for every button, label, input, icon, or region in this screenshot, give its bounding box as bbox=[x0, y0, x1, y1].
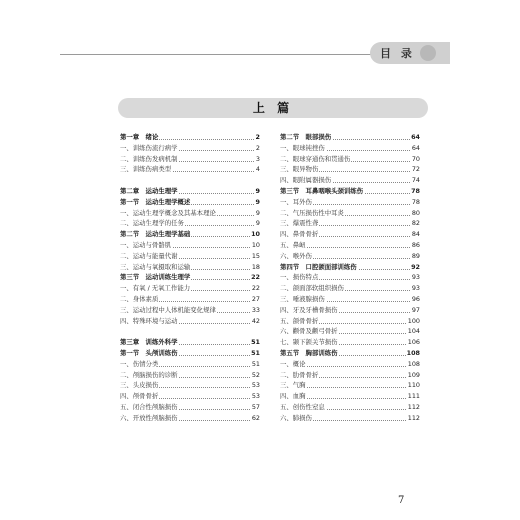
part-banner: 上 篇 bbox=[118, 98, 428, 118]
toc-entry-page: 64 bbox=[411, 133, 420, 141]
toc-section-row[interactable] bbox=[120, 197, 260, 208]
toc-entry-title: 三、运动过程中人体机能变化规律 bbox=[120, 305, 216, 314]
toc-item-row[interactable] bbox=[280, 175, 420, 186]
toc-item-row[interactable] bbox=[120, 208, 260, 219]
toc-entry-page: 80 bbox=[411, 208, 420, 217]
toc-item-row[interactable] bbox=[120, 154, 260, 165]
toc-entry-title: 四、眼附属器损伤 bbox=[280, 176, 332, 185]
toc-entry-page: 70 bbox=[411, 154, 420, 163]
toc-entry-page: 3 bbox=[255, 154, 260, 163]
toc-entry-page: 78 bbox=[411, 186, 420, 195]
toc-entry-page: 112 bbox=[407, 402, 420, 411]
toc-item-row[interactable] bbox=[120, 262, 260, 273]
toc-chapter-row[interactable] bbox=[120, 186, 260, 197]
toc-entry-page: 22 bbox=[251, 284, 260, 293]
toc-item-row[interactable] bbox=[280, 380, 420, 391]
toc-item-row[interactable] bbox=[120, 240, 260, 251]
toc-entry-title: 四、血胸 bbox=[280, 392, 306, 401]
toc-left-column bbox=[120, 132, 260, 424]
toc-entry-page: 51 bbox=[251, 348, 260, 357]
toc-entry-page: 42 bbox=[251, 316, 260, 325]
toc-entry-title: 二、颌面部软组织损伤 bbox=[280, 284, 344, 293]
toc-item-row[interactable] bbox=[280, 413, 420, 424]
toc-entry-title: 第三节 运动训练生理学 bbox=[120, 273, 191, 282]
toc-item-row[interactable] bbox=[280, 240, 420, 251]
toc-section-row[interactable] bbox=[280, 262, 420, 273]
toc-entry-page: 10 bbox=[251, 240, 260, 249]
toc-item-row[interactable] bbox=[280, 402, 420, 413]
toc-entry-title: 五、颌骨骨折 bbox=[280, 316, 319, 325]
toc-entry-page: 108 bbox=[406, 348, 420, 357]
toc-entry-title: 四、牙及牙槽骨损伤 bbox=[280, 305, 338, 314]
toc-item-row[interactable] bbox=[280, 326, 420, 337]
toc-entry-title: 一、有氧 / 无氧工作能力 bbox=[120, 284, 191, 293]
toc-entry-page: 57 bbox=[251, 402, 260, 411]
toc-entry-page: 4 bbox=[255, 165, 260, 174]
toc-entry-title: 第三节 耳鼻咽喉头颈训练伤 bbox=[280, 186, 364, 195]
toc-entry-page: 110 bbox=[407, 381, 420, 390]
toc-entry-title: 一、训练伤流行病学 bbox=[120, 143, 178, 152]
toc-item-row[interactable] bbox=[280, 283, 420, 294]
toc-entry-page: 109 bbox=[407, 370, 420, 379]
toc-entry-title: 一、损伤特点 bbox=[280, 273, 319, 282]
toc-entry-page: 64 bbox=[411, 143, 420, 152]
toc-entry-page: 72 bbox=[411, 165, 420, 174]
toc-entry-title: 一、运动生理学概念及其基本理论 bbox=[120, 208, 216, 217]
toc-entry-page: 96 bbox=[411, 294, 420, 303]
toc-entry-title: 一、运动与骨骼肌 bbox=[120, 240, 172, 249]
toc-item-row[interactable] bbox=[120, 143, 260, 154]
toc-entry-page: 93 bbox=[411, 284, 420, 293]
toc-spacer bbox=[120, 175, 260, 186]
toc-item-row[interactable] bbox=[280, 208, 420, 219]
toc-item-row[interactable] bbox=[280, 197, 420, 208]
toc-item-row[interactable] bbox=[120, 283, 260, 294]
toc-entry-page: 53 bbox=[251, 392, 260, 401]
toc-item-row[interactable] bbox=[280, 294, 420, 305]
toc-entry-title: 四、鼻骨骨折 bbox=[280, 230, 319, 239]
page-header bbox=[0, 42, 520, 64]
toc-item-row[interactable] bbox=[280, 305, 420, 316]
toc-section-row[interactable] bbox=[280, 132, 420, 143]
toc-entry-page: 27 bbox=[251, 294, 260, 303]
toc-entry-title: 第二节 运动生理学基础 bbox=[120, 230, 191, 239]
toc-entry-title: 二、运动生理学的任务 bbox=[120, 219, 184, 228]
toc-entry-title: 三、头皮损伤 bbox=[120, 381, 159, 390]
toc-entry-page: 2 bbox=[255, 133, 260, 141]
toc-entry-title: 第一节 头颅训练伤 bbox=[120, 348, 178, 357]
toc-item-row[interactable] bbox=[280, 251, 420, 262]
toc-entry-title: 一、眼球钝挫伤 bbox=[280, 143, 325, 152]
toc-item-row[interactable] bbox=[120, 359, 260, 370]
toc-entry-title: 二、眼球穿通伤和贯通伤 bbox=[280, 154, 351, 163]
toc-item-row[interactable] bbox=[280, 337, 420, 348]
toc-item-row[interactable] bbox=[280, 272, 420, 283]
toc-entry-title: 二、训练伤发病机制 bbox=[120, 154, 178, 163]
toc-item-row[interactable] bbox=[120, 305, 260, 316]
toc-entry-page: 9 bbox=[255, 219, 260, 228]
toc-entry-page: 18 bbox=[251, 262, 260, 271]
toc-item-row[interactable] bbox=[120, 391, 260, 402]
toc-item-row[interactable] bbox=[280, 229, 420, 240]
toc-entry-page: 97 bbox=[411, 305, 420, 314]
toc-entry-title: 一、伤情分类 bbox=[120, 359, 159, 368]
toc-item-row[interactable] bbox=[120, 316, 260, 327]
header-title: 目 录 bbox=[380, 47, 415, 60]
toc-entry-page: 111 bbox=[407, 392, 420, 401]
toc-item-row[interactable] bbox=[120, 413, 260, 424]
toc-entry-page: 93 bbox=[411, 273, 420, 282]
toc-entry-title: 二、运动与能量代谢 bbox=[120, 251, 178, 260]
toc-entry-page: 9 bbox=[255, 208, 260, 217]
toc-entry-title: 三、眼异物伤 bbox=[280, 165, 319, 174]
toc-entry-title: 第二章 运动生理学 bbox=[120, 186, 178, 195]
toc-entry-title: 第五节 胸部训练伤 bbox=[280, 348, 338, 357]
toc-item-row[interactable] bbox=[280, 370, 420, 381]
toc-entry-title: 第一节 运动生理学概述 bbox=[120, 197, 191, 206]
toc-entry-title: 第四节 口腔颌面部训练伤 bbox=[280, 262, 357, 271]
toc-entry-title: 五、创伤性窒息 bbox=[280, 402, 325, 411]
toc-entry-page: 10 bbox=[251, 230, 260, 239]
toc-entry-page: 84 bbox=[411, 230, 420, 239]
toc-entry-page: 51 bbox=[251, 338, 260, 347]
toc-entry-title: 四、颅骨骨折 bbox=[120, 392, 159, 401]
toc-entry-title: 二、身体素质 bbox=[120, 294, 159, 303]
toc-item-row[interactable] bbox=[120, 294, 260, 305]
toc-chapter-row[interactable] bbox=[120, 132, 260, 143]
toc-item-row[interactable] bbox=[280, 391, 420, 402]
toc-entry-page: 92 bbox=[411, 262, 420, 271]
toc-entry-title: 第二节 眼部损伤 bbox=[280, 133, 332, 141]
toc-entry-title: 二、颅脑损伤的诊断 bbox=[120, 370, 178, 379]
toc-entry-page: 51 bbox=[251, 359, 260, 368]
header-dot bbox=[420, 45, 436, 61]
toc-entry-title: 四、特殊环境与运动 bbox=[120, 316, 178, 325]
toc-entry-title: 二、肋骨骨折 bbox=[280, 370, 319, 379]
toc-item-row[interactable] bbox=[280, 143, 420, 154]
toc-entry-title: 三、唾液腺损伤 bbox=[280, 294, 325, 303]
toc-entry-title: 二、气压损伤性中耳炎 bbox=[280, 208, 344, 217]
toc-entry-page: 2 bbox=[255, 143, 260, 152]
toc-chapter-row[interactable] bbox=[120, 337, 260, 348]
toc-entry-page: 104 bbox=[407, 327, 420, 336]
toc-entry-page: 89 bbox=[411, 251, 420, 260]
toc-entry-title: 三、气胸 bbox=[280, 381, 306, 390]
toc-entry-title: 三、爆震性聋 bbox=[280, 219, 319, 228]
toc-item-row[interactable] bbox=[280, 154, 420, 165]
toc-entry-page: 22 bbox=[251, 273, 260, 282]
toc-entry-title: 六、颧骨及颧弓骨折 bbox=[280, 327, 338, 336]
toc-section-row[interactable] bbox=[120, 348, 260, 359]
toc-item-row[interactable] bbox=[280, 164, 420, 175]
toc-entry-page: 78 bbox=[411, 197, 420, 206]
toc-item-row[interactable] bbox=[280, 359, 420, 370]
toc-entry-title: 六、喉外伤 bbox=[280, 251, 312, 260]
toc-spacer bbox=[120, 326, 260, 337]
toc-entry-page: 15 bbox=[251, 251, 260, 260]
toc-entry-title: 六、开放性颅脑损伤 bbox=[120, 413, 178, 422]
toc-item-row[interactable] bbox=[280, 316, 420, 327]
toc-entry-page: 33 bbox=[251, 305, 260, 314]
toc-section-row[interactable] bbox=[120, 229, 260, 240]
toc-entry-page: 106 bbox=[407, 338, 420, 347]
toc-entry-title: 三、训练伤病类型 bbox=[120, 165, 172, 174]
toc-section-row[interactable] bbox=[280, 186, 420, 197]
page-number: 7 bbox=[398, 495, 405, 506]
toc-section-row[interactable] bbox=[120, 272, 260, 283]
toc-entry-page: 52 bbox=[251, 370, 260, 379]
toc-item-row[interactable] bbox=[120, 218, 260, 229]
toc-entry-title: 七、颞下颌关节损伤 bbox=[280, 338, 338, 347]
toc-entry-title: 五、闭合性颅脑损伤 bbox=[120, 402, 178, 411]
toc-entry-page: 108 bbox=[407, 359, 420, 368]
toc-item-row[interactable] bbox=[120, 370, 260, 381]
toc-item-row[interactable] bbox=[120, 251, 260, 262]
toc-item-row[interactable] bbox=[280, 218, 420, 229]
toc-entry-title: 一、耳外伤 bbox=[280, 197, 312, 206]
toc-entry-page: 53 bbox=[251, 381, 260, 390]
toc-entry-page: 9 bbox=[255, 197, 260, 206]
toc-entry-title: 一、概论 bbox=[280, 359, 306, 368]
toc-entry-page: 9 bbox=[255, 186, 260, 195]
toc-entry-title: 五、鼻衄 bbox=[280, 240, 306, 249]
toc-item-row[interactable] bbox=[120, 380, 260, 391]
toc-item-row[interactable] bbox=[120, 402, 260, 413]
toc-entry-page: 112 bbox=[407, 413, 420, 422]
toc-item-row[interactable] bbox=[120, 164, 260, 175]
toc-entry-title: 第一章 绪论 bbox=[120, 133, 159, 141]
toc-entry-page: 86 bbox=[411, 240, 420, 249]
toc-entry-title: 三、运动与氧摄取和运输 bbox=[120, 262, 191, 271]
toc-right-column bbox=[280, 132, 420, 424]
toc-entry-title: 六、肺损伤 bbox=[280, 413, 312, 422]
toc-entry-page: 100 bbox=[407, 316, 420, 325]
toc-entry-title: 第三章 训练外科学 bbox=[120, 338, 178, 347]
toc-entry-page: 74 bbox=[411, 176, 420, 185]
toc-section-row[interactable] bbox=[280, 348, 420, 359]
toc-entry-page: 82 bbox=[411, 219, 420, 228]
toc-entry-page: 62 bbox=[251, 413, 260, 422]
